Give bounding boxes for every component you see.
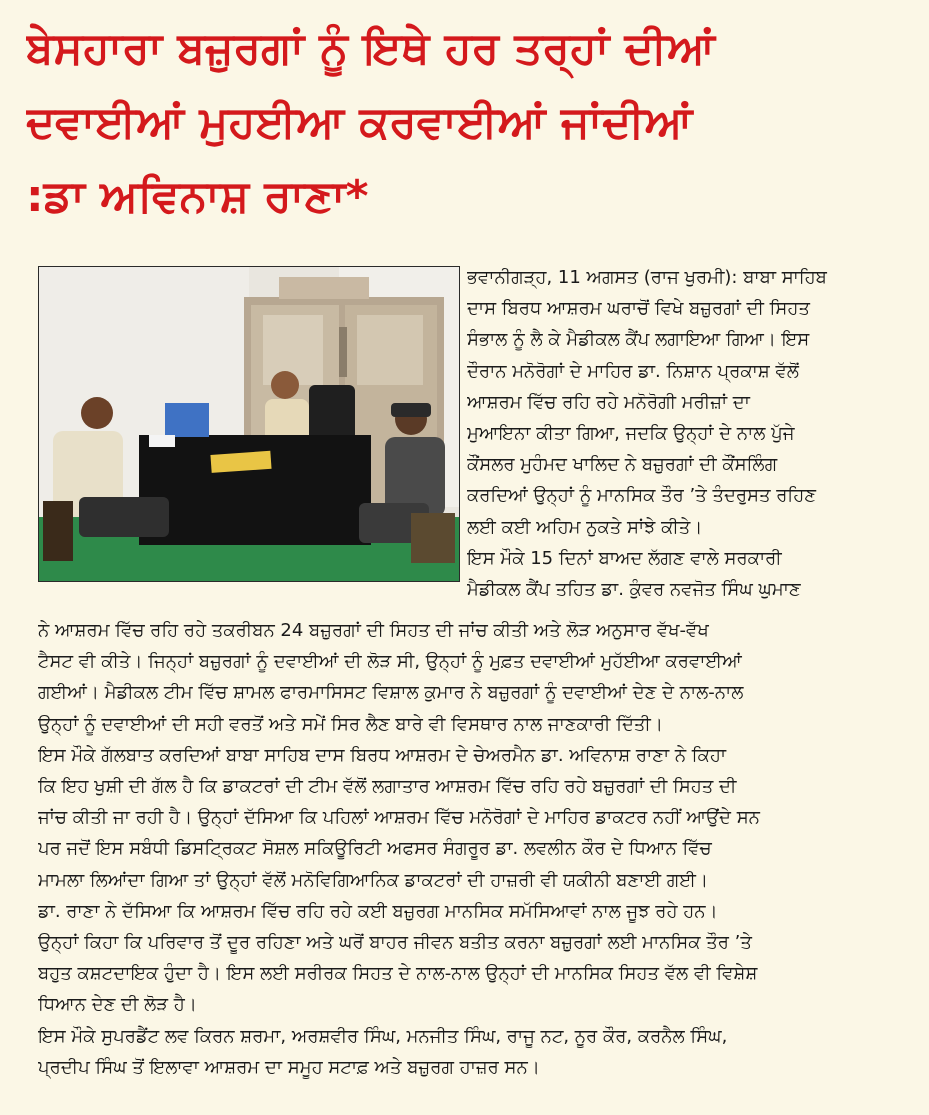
article-full-line: ਧਿਆਨ ਦੇਣ ਦੀ ਲੋੜ ਹੈ। bbox=[38, 994, 197, 1016]
article-side-line: ਦੌਰਾਨ ਮਨੋਰੋਗਾਂ ਦੇ ਮਾਹਿਰ ਡਾ. ਨਿਸ਼ਾਨ ਪ੍ਰਕਾਸ਼ ਵੱਲੋਂ bbox=[467, 360, 799, 382]
article-side-line: ਲਈ ਕਈ ਅਹਿਮ ਨੁਕਤੇ ਸਾਂਝੇ ਕੀਤੇ। bbox=[467, 516, 703, 538]
headline-line-3: :ਡਾ ਅਵਿਨਾਸ਼ ਰਾਣਾ* bbox=[26, 171, 369, 222]
article-full-line: ਟੈਸਟ ਵੀ ਕੀਤੇ। ਜਿਨ੍ਹਾਂ ਬਜ਼ੁਰਗਾਂ ਨੂੰ ਦਵਾਈਆਂ ਦੀ ਲੋੜ ਸੀ, ਉਨ੍ਹਾਂ ਨੂੰ ਮੁਫ਼ਤ ਦਵਾਈਆਂ ਮੁਹੱਈਆ ਕਰਵਾਈਆਂ bbox=[38, 651, 742, 673]
article-photo bbox=[38, 266, 460, 582]
article-full-line: ਕਿ ਇਹ ਖੁਸ਼ੀ ਦੀ ਗੱਲ ਹੈ ਕਿ ਡਾਕਟਰਾਂ ਦੀ ਟੀਮ ਵੱਲੋਂ ਲਗਾਤਾਰ ਆਸ਼ਰਮ ਵਿੱਚ ਰਹਿ ਰਹੇ ਬਜ਼ੁਰਗਾਂ ਦੀ ਸਿਹਤ ਦੀ bbox=[38, 776, 737, 798]
article-side-line: ਇਸ ਮੌਕੇ 15 ਦਿਨਾਂ ਬਾਅਦ ਲੱਗਣ ਵਾਲੇ ਸਰਕਾਰੀ bbox=[467, 547, 782, 569]
article-full-line: ਨੇ ਆਸ਼ਰਮ ਵਿੱਚ ਰਹਿ ਰਹੇ ਤਕਰੀਬਨ 24 ਬਜ਼ੁਰਗਾਂ ਦੀ ਸਿਹਤ ਦੀ ਜਾਂਚ ਕੀਤੀ ਅਤੇ ਲੋੜ ਅਨੁਸਾਰ ਵੱਖ-ਵੱਖ bbox=[38, 620, 709, 641]
article-full-line: ਪ੍ਰਦੀਪ ਸਿੰਘ ਤੋਂ ਇਲਾਵਾ ਆਸ਼ਰਮ ਦਾ ਸਮੂਹ ਸਟਾਫ਼ ਅਤੇ ਬਜ਼ੁਰਗ ਹਾਜ਼ਰ ਸਨ। bbox=[38, 1056, 540, 1078]
article-side-column bbox=[467, 262, 907, 605]
article-side-line: ਮੈਡੀਕਲ ਕੈਂਪ ਤਹਿਤ ਡਾ. ਕੁੰਵਰ ਨਵਜੋਤ ਸਿੰਘ ਘੁਮਾਣ bbox=[467, 579, 801, 601]
article-side-line: ਆਸ਼ਰਮ ਵਿੱਚ ਰਹਿ ਰਹੇ ਮਨੋਰੋਗੀ ਮਰੀਜ਼ਾਂ ਦਾ bbox=[467, 391, 750, 413]
article-full-line: ਜਾਂਚ ਕੀਤੀ ਜਾ ਰਹੀ ਹੈ। ਉਨ੍ਹਾਂ ਦੱਸਿਆ ਕਿ ਪਹਿਲਾਂ ਆਸ਼ਰਮ ਵਿੱਚ ਮਨੋਰੋਗਾਂ ਦੇ ਮਾਹਿਰ ਡਾਕਟਰ ਨਹੀਂ ਆਉਂਦੇ ਸਨ bbox=[38, 807, 760, 829]
article-side-line: ਮੁਆਇਨਾ ਕੀਤਾ ਗਿਆ, ਜਦਕਿ ਉਨ੍ਹਾਂ ਦੇ ਨਾਲ ਪੁੱਜੇ bbox=[467, 423, 795, 445]
headline-line-2: ਦਵਾਈਆਂ ਮੁਹਈਆ ਕਰਵਾਈਆਂ ਜਾਂਦੀਆਂ bbox=[26, 97, 693, 148]
article-full-line: ਇਸ ਮੌਕੇ ਸੁਪਰਡੈਂਟ ਲਵ ਕਿਰਨ ਸ਼ਰਮਾ, ਅਰਸ਼ਵੀਰ ਸਿੰਘ, ਮਨਜੀਤ ਸਿੰਘ, ਰਾਜੂ ਨਟ, ਨੂਰ ਕੌਰ, ਕਰਨੈਲ ਸਿੰਘ, bbox=[38, 1025, 728, 1047]
article-side-line: ਕਰਦਿਆਂ ਉਨ੍ਹਾਂ ਨੂੰ ਮਾਨਸਿਕ ਤੌਰ ’ਤੇ ਤੰਦਰੁਸਤ ਰਹਿਣ bbox=[467, 485, 816, 507]
article-full-line: ਪਰ ਜਦੋਂ ਇਸ ਸਬੰਧੀ ਡਿਸਟ੍ਰਿਕਟ ਸੋਸ਼ਲ ਸਕਿਊਰਿਟੀ ਅਫਸਰ ਸੰਗਰੂਰ ਡਾ. ਲਵਲੀਨ ਕੌਰ ਦੇ ਧਿਆਨ ਵਿੱਚ bbox=[38, 838, 712, 860]
article-full-line: ਮਾਮਲਾ ਲਿਆਂਦਾ ਗਿਆ ਤਾਂ ਉਨ੍ਹਾਂ ਵੱਲੋਂ ਮਨੋਵਿਗਿਆਨਿਕ ਡਾਕਟਰਾਂ ਦੀ ਹਾਜ਼ਰੀ ਵੀ ਯਕੀਨੀ ਬਣਾਈ ਗਈ। bbox=[38, 869, 709, 891]
article-full-line: ਇਸ ਮੌਕੇ ਗੱਲਬਾਤ ਕਰਦਿਆਂ ਬਾਬਾ ਸਾਹਿਬ ਦਾਸ ਬਿਰਧ ਆਸ਼ਰਮ ਦੇ ਚੇਅਰਮੈਨ ਡਾ. ਅਵਿਨਾਸ਼ ਰਾਣਾ ਨੇ ਕਿਹਾ bbox=[38, 744, 727, 766]
article-full-line: ਗਈਆਂ। ਮੈਡੀਕਲ ਟੀਮ ਵਿੱਚ ਸ਼ਾਮਲ ਫਾਰਮਾਸਿਸਟ ਵਿਸ਼ਾਲ ਕੁਮਾਰ ਨੇ ਬਜ਼ੁਰਗਾਂ ਨੂੰ ਦਵਾਈਆਂ ਦੇਣ ਦੇ ਨਾਲ-ਨਾਲ bbox=[38, 682, 744, 704]
article-side-line: ਸੰਭਾਲ ਨੂੰ ਲੈ ਕੇ ਮੈਡੀਕਲ ਕੈਂਪ ਲਗਾਇਆ ਗਿਆ। ਇਸ bbox=[467, 329, 810, 351]
article-full-column bbox=[38, 615, 908, 1083]
headline bbox=[26, 12, 906, 234]
article-full-line: ਉਨ੍ਹਾਂ ਨੂੰ ਦਵਾਈਆਂ ਦੀ ਸਹੀ ਵਰਤੋਂ ਅਤੇ ਸਮੇਂ ਸਿਰ ਲੈਣ ਬਾਰੇ ਵੀ ਵਿਸਥਾਰ ਨਾਲ ਜਾਣਕਾਰੀ ਦਿੱਤੀ। bbox=[38, 713, 663, 735]
article-side-line: ਭਵਾਨੀਗੜ੍ਹ, 11 ਅਗਸਤ (ਰਾਜ ਖੁਰਮੀ): ਬਾਬਾ ਸਾਹਿਬ bbox=[467, 267, 827, 288]
article-side-line: ਕੌਂਸਲਰ ਮੁਹੰਮਦ ਖਾਲਿਦ ਨੇ ਬਜ਼ੁਰਗਾਂ ਦੀ ਕੌਂਸਲਿੰਗ bbox=[467, 454, 778, 476]
article-full-line: ਬਹੁਤ ਕਸ਼ਟਦਾਇਕ ਹੁੰਦਾ ਹੈ। ਇਸ ਲਈ ਸਰੀਰਕ ਸਿਹਤ ਦੇ ਨਾਲ-ਨਾਲ ਉਨ੍ਹਾਂ ਦੀ ਮਾਨਸਿਕ ਸਿਹਤ ਵੱਲ ਵੀ ਵਿਸ਼ੇਸ਼ bbox=[38, 963, 758, 985]
article-side-line: ਦਾਸ ਬਿਰਧ ਆਸ਼ਰਮ ਘਰਾਚੋਂ ਵਿਖੇ ਬਜ਼ੁਰਗਾਂ ਦੀ ਸਿਹਤ bbox=[467, 298, 810, 320]
article-full-line: ਡਾ. ਰਾਣਾ ਨੇ ਦੱਸਿਆ ਕਿ ਆਸ਼ਰਮ ਵਿੱਚ ਰਹਿ ਰਹੇ ਕਈ ਬਜ਼ੁਰਗ ਮਾਨਸਿਕ ਸਮੱਸਿਆਵਾਂ ਨਾਲ ਜੂਝ ਰਹੇ ਹਨ। bbox=[38, 900, 718, 922]
headline-line-1: ਬੇਸਹਾਰਾ ਬਜ਼ੁਰਗਾਂ ਨੂੰ ਇਥੇ ਹਰ ਤਰ੍ਹਾਂ ਦੀਆਂ bbox=[26, 23, 715, 74]
article-full-line: ਉਨ੍ਹਾਂ ਕਿਹਾ ਕਿ ਪਰਿਵਾਰ ਤੋਂ ਦੂਰ ਰਹਿਣਾ ਅਤੇ ਘਰੋਂ ਬਾਹਰ ਜੀਵਨ ਬਤੀਤ ਕਰਨਾ ਬਜ਼ੁਰਗਾਂ ਲਈ ਮਾਨਸਿਕ ਤੌਰ ’ਤੇ bbox=[38, 932, 752, 954]
